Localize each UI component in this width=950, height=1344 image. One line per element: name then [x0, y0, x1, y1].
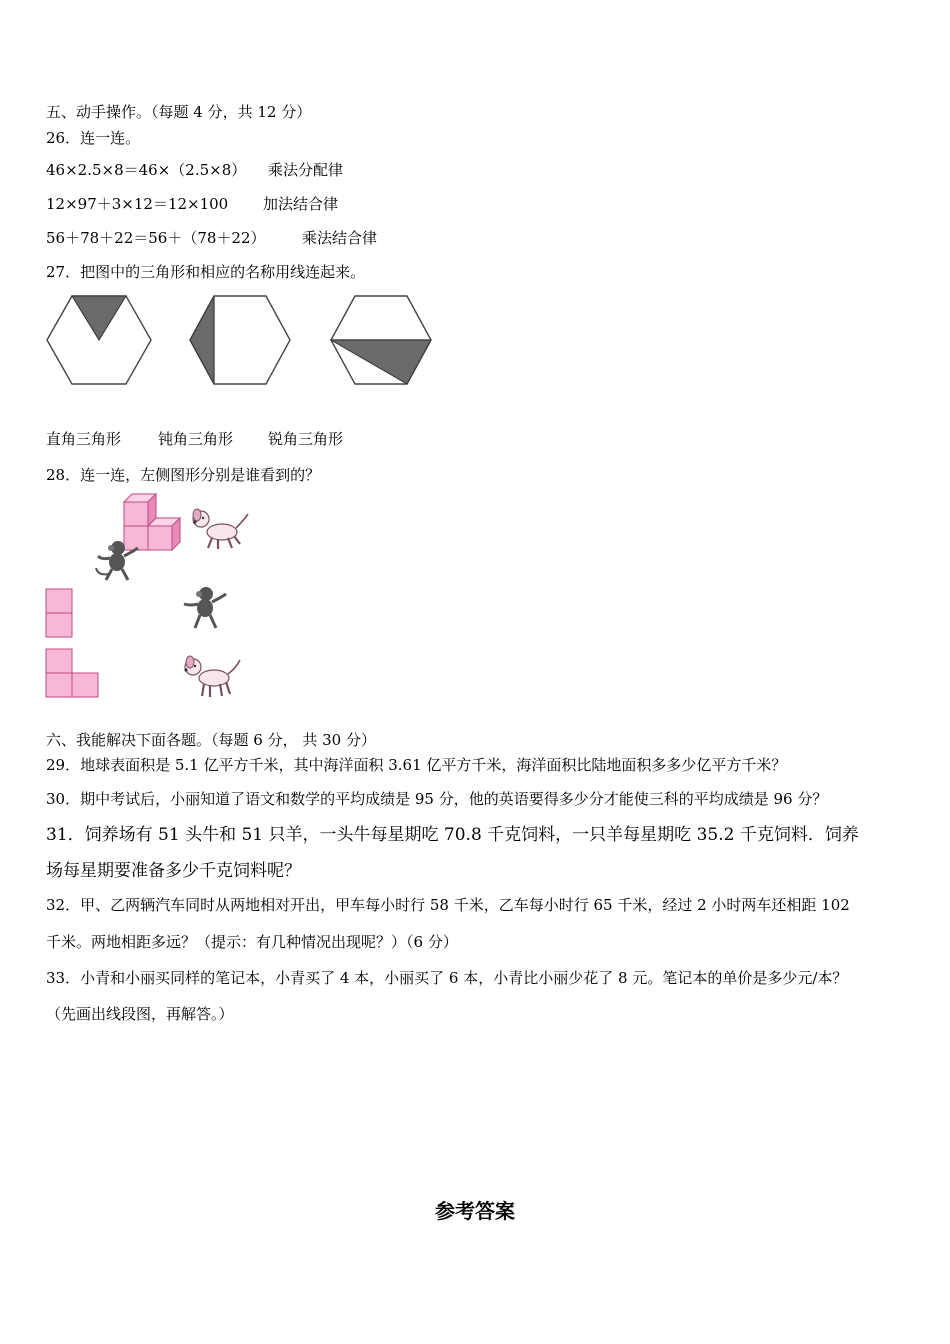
hexagon-figure-3 — [328, 293, 434, 387]
view-two-squares — [44, 587, 76, 641]
answers-title: 参考答案 — [435, 1199, 515, 1223]
section-5-title: 五、动手操作。（每题 4 分，共 12 分） — [46, 103, 312, 121]
section-6-title: 六、我能解决下面各题。（每题 6 分， 共 30 分） — [46, 731, 376, 749]
triangle-name-right: 直角三角形 — [46, 430, 122, 448]
question-31-line-1: 31．饲养场有 51 头牛和 51 只羊，一头牛每星期吃 70.8 千克饲料，一只羊每星期吃 35.2 千克饲料．饲养 — [46, 825, 859, 845]
triangle-name-acute: 锐角三角形 — [268, 430, 344, 448]
question-33-line-1: 33．小青和小丽买同样的笔记本，小青买了 4 本，小丽买了 6 本，小青比小丽少花了 8 元。笔记本的单价是多少元/本？ — [46, 969, 848, 987]
hexagon-figure-1 — [44, 293, 154, 387]
question-28-label: 28．连一连，左侧图形分别是谁看到的？ — [46, 466, 321, 484]
dog-icon — [188, 506, 250, 552]
q26-law-1: 乘法分配律 — [268, 161, 344, 179]
question-32-line-1: 32．甲、乙两辆汽车同时从两地相对开出，甲车每小时行 58 千米，乙车每小时行 65 千米，经过 2 小时两车还相距 102 — [46, 896, 850, 914]
question-29: 29．地球表面积是 5.1 亿平方千米，其中海洋面积 3.61 亿平方千米，海洋面积比陆地面积多多少亿平方千米？ — [46, 756, 787, 774]
question-27-label: 27．把图中的三角形和相应的名称用线连起来。 — [46, 263, 366, 281]
monkey-icon-2 — [180, 584, 230, 632]
question-33-line-2: （先画出线段图，再解答。） — [46, 1005, 234, 1023]
question-30: 30．期中考试后，小丽知道了语文和数学的平均成绩是 95 分，他的英语要得多少分才能使三科的平均成绩是 96 分？ — [46, 790, 828, 808]
question-31-line-2: 场每星期要准备多少千克饲料呢？ — [46, 861, 301, 881]
question-32-line-2: 千米。两地相距多远？（提示：有几种情况出现呢？）（6 分） — [46, 933, 458, 951]
monkey-icon — [92, 538, 142, 584]
q26-expression-2: 12×97＋3×12＝12×100 — [46, 195, 229, 213]
hexagon-figure-2 — [187, 293, 293, 387]
q26-expression-1: 46×2.5×8＝46×（2.5×8） — [46, 161, 247, 179]
dog-icon-2 — [180, 654, 242, 700]
question-26-label: 26．连一连。 — [46, 129, 141, 147]
view-l-shape — [44, 647, 100, 701]
triangle-name-obtuse: 钝角三角形 — [158, 430, 234, 448]
q26-law-2: 加法结合律 — [263, 195, 339, 213]
q26-law-3: 乘法结合律 — [302, 229, 378, 247]
triangle-shaded-2 — [190, 296, 214, 384]
q26-expression-3: 56＋78＋22＝56＋（78＋22） — [46, 229, 266, 247]
